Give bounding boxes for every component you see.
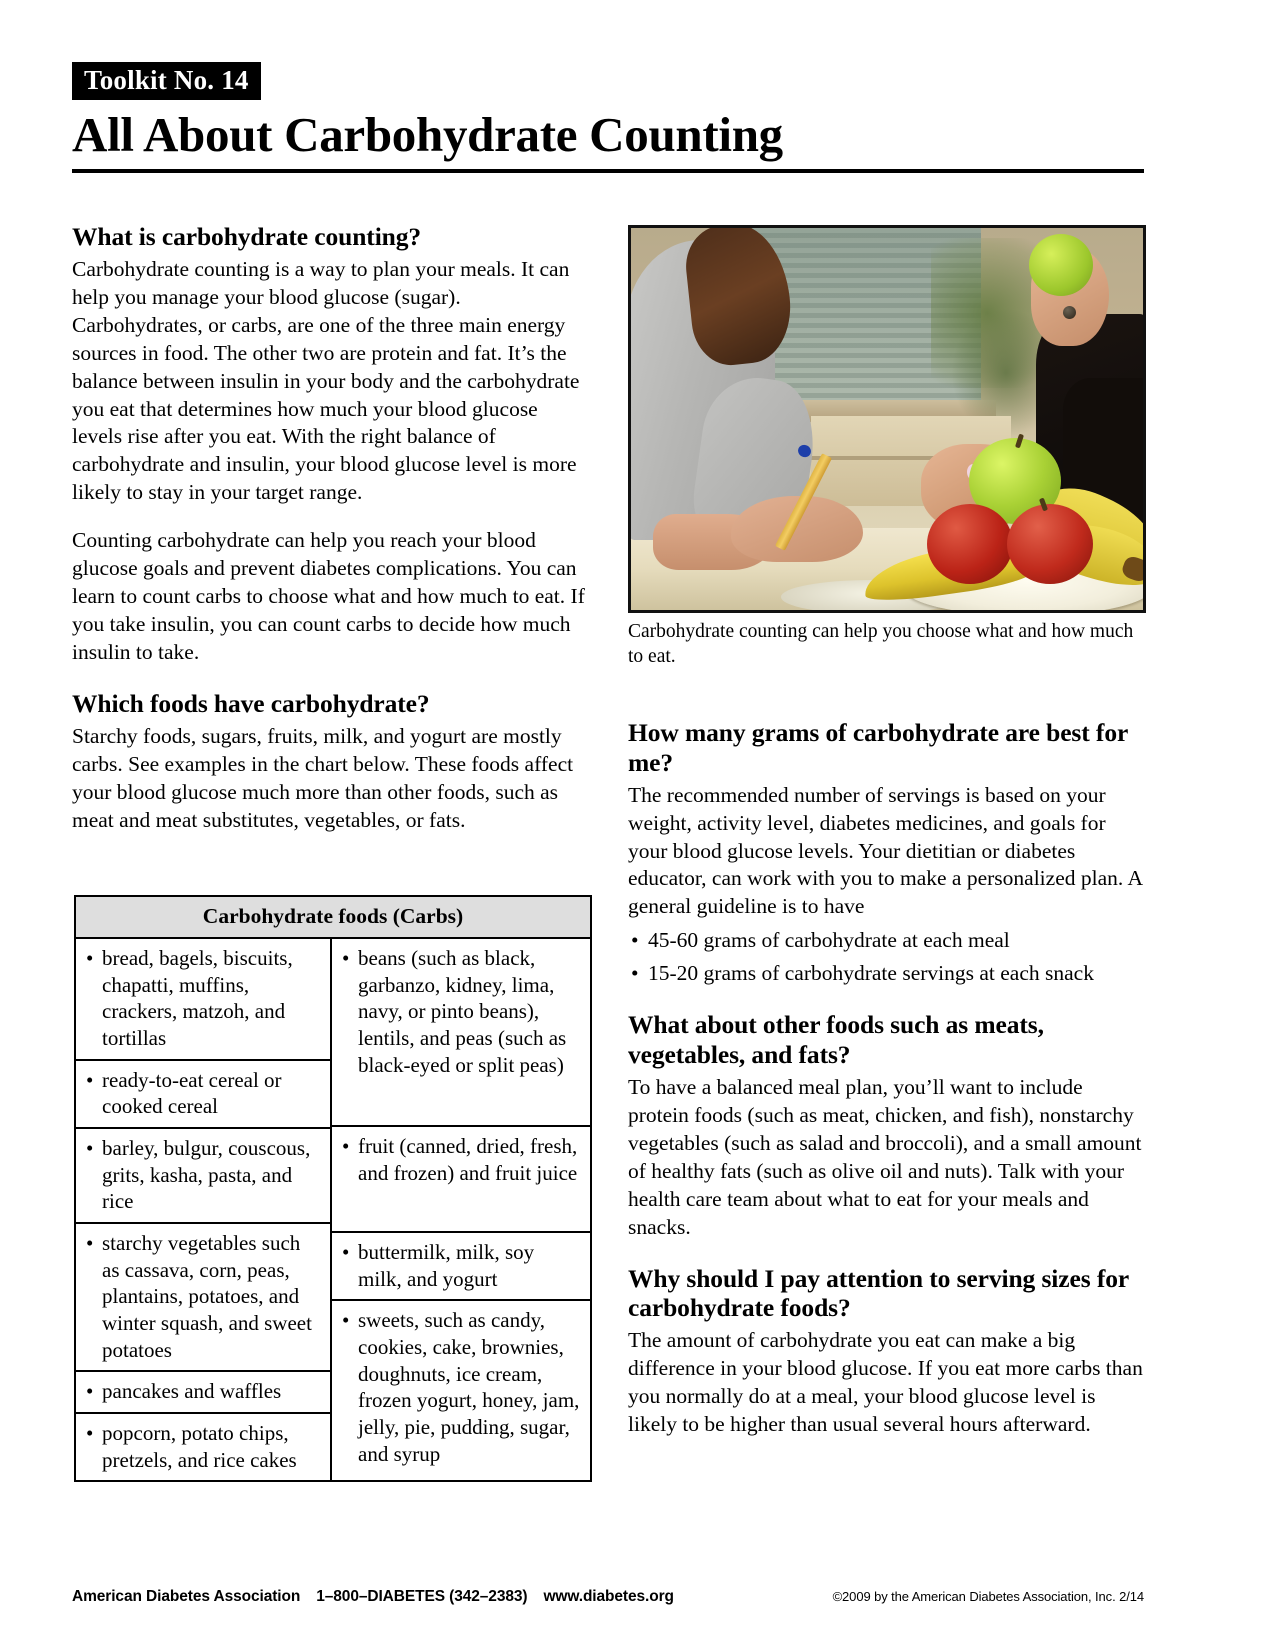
table-row (332, 1299, 590, 1474)
table-row (76, 1222, 330, 1370)
table-row (332, 1125, 590, 1231)
paragraph-what-is-carb-counting-2: Counting carbohydrate can help you reach your blood glucose goals and prevent diabetes complications. You can learn to count carbs to choose what and how much to eat. If you take insulin, you can count carbs to decide how much insulin to take. (72, 528, 585, 665)
footer-copyright: ©2009 by the American Diabetes Association, Inc. 2/14 (832, 1589, 1144, 1604)
paragraph-what-is-carb-counting-1: Carbohydrate counting is a way to plan your meals. It can help you manage your blood glucose (sugar). Carbohydrates, or carbs, are one of the three main energy sources in food. The other two are protein and fat. It’s the balance between insulin in your body and the carbohydrate you eat that determines how much your blood glucose levels rise after you eat. With the right balance of carbohydrate and insulin, your blood glucose level is more likely to stay in your target range. (72, 256, 580, 505)
paragraph-which-foods-1: Starchy foods, sugars, fruits, milk, and yogurt are mostly carbs. See examples in the chart below. These foods affect your blood glucose much more than other foods, such as meat and meat substitutes, vegetables, or fats. (72, 723, 574, 832)
heading-other-foods: What about other foods such as meats, vegetables, and fats? (628, 1010, 1044, 1070)
table-cell-text: • barley, bulgur, couscous, grits, kasha, pasta, and rice (85, 1135, 321, 1215)
hero-photo (628, 225, 1146, 613)
footer-website[interactable]: www.diabetes.org (543, 1588, 674, 1605)
paragraph-other-foods-1: To have a balanced meal plan, you’ll want to include protein foods (such as meat, chicken, and fish), nonstarchy vegetables (such as salad and broccoli), and a small amount of healthy fats (such as olive oil and nuts). Talk with your health care team about what to eat for your meals and snacks. (628, 1074, 1142, 1239)
paragraph-serving-sizes-1: The amount of carbohydrate you eat can make a big difference in your blood glucose. If you eat more carbs than you normally do at a meal, your blood glucose level is likely to be higher than usual several hours afterward. (628, 1328, 1143, 1436)
heading-serving-sizes: Why should I pay attention to serving sizes for carbohydrate foods? (628, 1263, 1129, 1323)
carbohydrate-foods-table (74, 895, 592, 1482)
list-item: • 45-60 grams of carbohydrate at each meal (628, 927, 1148, 955)
page-footer (72, 1588, 1144, 1606)
table-row (332, 939, 590, 1125)
table-row (76, 1370, 330, 1412)
paragraph-how-many-grams-1: The recommended number of servings is based on your weight, activity level, diabetes medicines, and goals for your blood glucose levels. Your dietitian or diabetes educator, can work with you to make a personalized plan. A general guideline is to have (628, 782, 1142, 919)
list-item: • 15-20 grams of carbohydrate servings at each snack (628, 960, 1148, 988)
table-cell-text: • starchy vegetables such as cassava, corn, peas, plantains, potatoes, and winter squash, and sweet potatoes (85, 1230, 321, 1363)
table-cell-text: • buttermilk, milk, soy milk, and yogurt (341, 1239, 581, 1292)
table-cell-text: • pancakes and waffles (85, 1378, 321, 1405)
table-row (332, 1231, 590, 1299)
document-header (72, 62, 1144, 173)
heading-what-is-carb-counting: What is carbohydrate counting? (72, 222, 422, 251)
table-row (76, 1127, 330, 1222)
red-apple-icon (1007, 504, 1093, 584)
table-column-left (76, 939, 332, 1480)
table-cell-text: • popcorn, potato chips, pretzels, and rice cakes (85, 1420, 321, 1473)
table-cell-text: • fruit (canned, dried, fresh, and frozen) and fruit juice (341, 1133, 581, 1186)
grams-guideline-list (628, 927, 1148, 988)
heading-how-many-grams: How many grams of carbohydrate are best for me? (628, 718, 1128, 777)
photo-caption: Carbohydrate counting can help you choose what and how much to eat. (628, 621, 1134, 667)
table-row (76, 939, 330, 1059)
heading-which-foods: Which foods have carbohydrate? (72, 688, 430, 718)
table-row (76, 1059, 330, 1127)
table-cell-text: • beans (such as black, garbanzo, kidney, lima, navy, or pinto beans), lentils, and peas (such as black-eyed or split peas) (341, 945, 581, 1078)
red-apple-icon (927, 504, 1013, 584)
toolkit-badge: Toolkit No. 14 (72, 62, 261, 100)
photo-canvas (631, 228, 1143, 610)
table-cell-text: • sweets, such as candy, cookies, cake, brownies, doughnuts, ice cream, frozen yogurt, honey, jam, jelly, pie, pudding, sugar, and syrup (341, 1307, 581, 1467)
table-body (76, 939, 590, 1480)
table-header: Carbohydrate foods (Carbs) (76, 897, 590, 939)
left-column (72, 222, 590, 855)
green-apple-held-icon (1029, 234, 1093, 296)
table-row (76, 1412, 330, 1480)
footer-organization: American Diabetes Association (72, 1588, 301, 1605)
page-title: All About Carbohydrate Counting (72, 107, 783, 163)
table-column-right (332, 939, 590, 1480)
title-rule (72, 169, 1144, 173)
footer-left (72, 1588, 690, 1606)
right-column (628, 718, 1148, 1459)
table-cell-text: • ready-to-eat cereal or cooked cereal (85, 1067, 321, 1120)
footer-phone: 1–800–DIABETES (342–2383) (316, 1588, 528, 1605)
ring-icon (1063, 306, 1076, 319)
table-cell-text: • bread, bagels, biscuits, chapatti, muffins, crackers, matzoh, and tortillas (85, 945, 321, 1052)
